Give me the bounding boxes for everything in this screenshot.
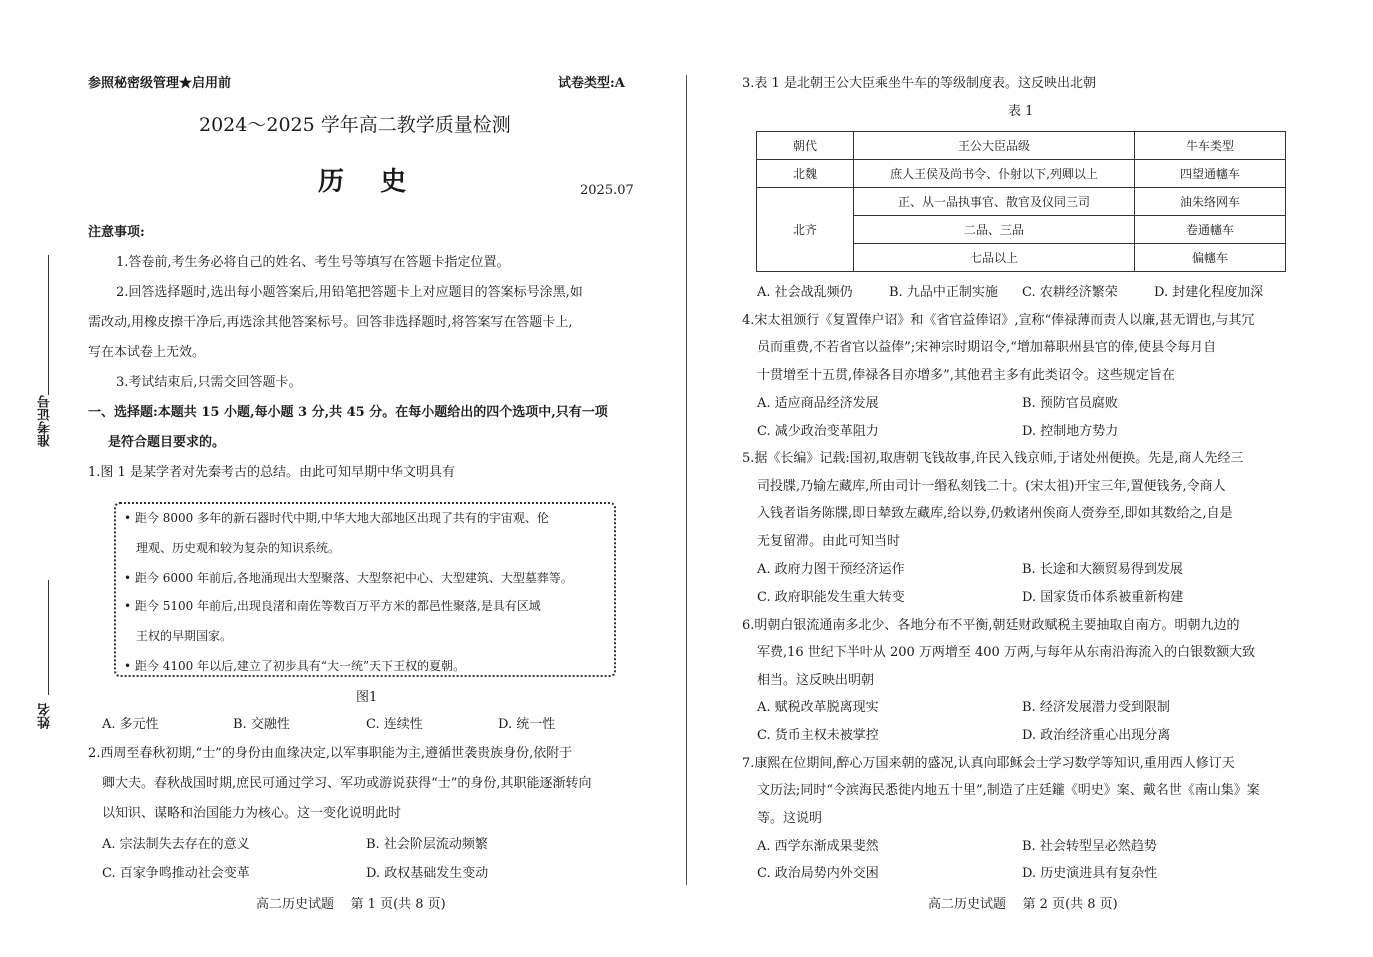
id-number-line [48, 255, 49, 395]
figure-item-text: 距今 4100 年以后,建立了初步具有“大一统”天下王权的夏朝。 [134, 659, 466, 673]
question-7-line: 等。这说明 [757, 811, 823, 826]
notice-item-2: 2.回答选择题时,选出每小题答案后,用铅笔把答题卡上对应题目的答案标号涂黑,如 [116, 285, 583, 300]
table-header-cell: 王公大臣品级 [854, 132, 1135, 160]
table-cell: 庶人王侯及尚书令、仆射以下,列卿以上 [854, 160, 1135, 188]
section-heading-cont: 是符合题目要求的。 [108, 435, 226, 450]
q5-option-c: C. 政府职能发生重大转变 [757, 590, 905, 605]
figure-item: • 距今 4100 年以后,建立了初步具有“大一统”天下王权的夏朝。 [124, 659, 466, 673]
question-6-line: 相当。这反映出明朝 [757, 673, 875, 688]
question-5-line: 无复留滞。由此可知当时 [757, 534, 901, 549]
question-2-line: 卿大夫。春秋战国时期,庶民可通过学习、军功或游说获得“士”的身份,其职能逐渐转向 [102, 776, 592, 791]
q6-option-d: D. 政治经济重心出现分离 [1022, 728, 1171, 743]
question-5-line: 5.据《长编》记载:国初,取唐朝飞钱故事,许民入钱京师,于诸处州便换。先是,商人先经三 [742, 451, 1244, 466]
figure-item-text: 王权的早期国家。 [136, 629, 233, 643]
q4-option-b: B. 预防官员腐败 [1022, 396, 1118, 411]
q3-option-c: C. 农耕经济繁荣 [1022, 285, 1118, 300]
page-divider [686, 75, 687, 885]
table-1-caption: 表 1 [1008, 104, 1034, 119]
question-7-line: 文历法;同时“令滨海民悉徙内地五十里”,制造了庄廷鑨《明史》案、戴名世《南山集》案 [757, 783, 1260, 798]
q1-option-a: A. 多元性 [102, 717, 159, 732]
notice-item-2-end: 写在本试卷上无效。 [88, 345, 206, 360]
figure-item: • 距今 6000 年前后,各地涌现出大型聚落、大型祭祀中心、大型建筑、大型墓葬等。 [124, 571, 573, 585]
table-cell: 北魏 [757, 160, 854, 188]
q2-option-b: B. 社会阶层流动频繁 [366, 837, 488, 852]
q2-option-c: C. 百家争鸣推动社会变革 [102, 866, 250, 881]
question-6-line: 军费,16 世纪下半叶从 200 万两增至 400 万两,与每年从东南沿海流入的白银数额大致 [757, 645, 1256, 660]
q6-option-c: C. 货币主权未被掌控 [757, 728, 879, 743]
figure-item: • 距今 8000 多年的新石器时代中期,中华大地大部地区出现了共有的宇宙观、伦 [124, 511, 549, 525]
subject-title: 历 史 [318, 167, 407, 197]
table-cell: 油朱络网车 [1135, 188, 1286, 216]
figure-1-box [114, 502, 616, 677]
figure-item-text: 距今 8000 多年的新石器时代中期,中华大地大部地区出现了共有的宇宙观、伦 [134, 511, 549, 525]
q4-option-a: A. 适应商品经济发展 [757, 396, 879, 411]
notice-item-3: 3.考试结束后,只需交回答题卡。 [116, 375, 302, 390]
q7-option-c: C. 政治局势内外交困 [757, 866, 879, 881]
q6-option-a: A. 赋税改革脱离现实 [757, 700, 879, 715]
name-label: 姓名 [38, 703, 53, 729]
figure-1-caption: 图1 [356, 690, 378, 705]
q1-option-b: B. 交融性 [233, 717, 290, 732]
figure-item-text: 理观、历史观和较为复杂的知识系统。 [136, 541, 341, 555]
question-1-stem: 1.图 1 是某学者对先秦考古的总结。由此可知早期中华文明具有 [88, 465, 455, 480]
table-cell: 七品以上 [854, 244, 1135, 272]
table-row [757, 188, 1286, 216]
question-6-line: 6.明朝白银流通南多北少、各地分布不平衡,朝廷财政赋税主要抽取自南方。明朝九边的 [742, 618, 1240, 633]
q3-option-d: D. 封建化程度加深 [1154, 285, 1264, 300]
table-header-cell: 牛车类型 [1135, 132, 1286, 160]
confidential-label: 参照秘密级管理★启用前 [88, 76, 232, 91]
figure-item-text: 距今 5100 年前后,出现良渚和南佐等数百万平方米的都邑性聚落,是具有区域 [134, 599, 541, 613]
question-4-line: 十贯增至十五贯,俸禄各目亦增多”,其他君主多有此类诏令。这些规定旨在 [757, 368, 1175, 383]
q1-option-d: D. 统一性 [498, 717, 556, 732]
q4-option-d: D. 控制地方势力 [1022, 424, 1119, 439]
table-1 [756, 131, 1286, 272]
exam-date: 2025.07 [580, 183, 634, 198]
paper-type-label: 试卷类型:A [558, 76, 625, 91]
q7-option-d: D. 历史演进具有复杂性 [1022, 866, 1158, 881]
figure-item-text: 距今 6000 年前后,各地涌现出大型聚落、大型祭祀中心、大型建筑、大型墓葬等。 [134, 571, 573, 585]
notice-item-1: 1.答卷前,考生务必将自己的姓名、考生号等填写在答题卡指定位置。 [116, 255, 510, 270]
question-2-line: 2.西周至春秋初期,“士”的身份由血缘决定,以军事职能为主,遵循世袭贵族身份,依附于 [88, 746, 573, 761]
notice-heading: 注意事项: [88, 225, 145, 240]
question-4-line: 4.宋太祖颁行《复置俸户诏》和《省官益俸诏》,宣称“俸禄薄而责人以廉,甚无谓也,与其冗 [742, 313, 1255, 328]
q6-option-b: B. 经济发展潜力受到限制 [1022, 700, 1170, 715]
question-4-line: 员而重费,不若省官以益俸”;宋神宗时期诏令,“增加幕职州县官的俸,使县令每月自 [757, 340, 1217, 355]
section-heading: 一、选择题:本题共 15 小题,每小题 3 分,共 45 分。在每小题给出的四个选项中,只有一项 [88, 405, 608, 420]
page-2-footer: 高二历史试题 第 2 页(共 8 页) [928, 897, 1118, 912]
table-cell: 二品、三品 [854, 216, 1135, 244]
table-cell: 四望通幰车 [1135, 160, 1286, 188]
question-5-line: 入钱者诣务陈牒,即日辇致左藏库,给以券,仍敕诸州俟商人赍券至,即如其数给之,自是 [757, 506, 1233, 521]
question-5-line: 司投牒,乃输左藏库,所由司计一缗私刻钱二十。(宋太祖)开宝三年,置便钱务,令商人 [757, 479, 1226, 494]
q5-option-d: D. 国家货币体系被重新构建 [1022, 590, 1184, 605]
question-3-stem: 3.表 1 是北朝王公大臣乘坐牛车的等级制度表。这反映出北朝 [742, 76, 1096, 91]
table-header-cell: 朝代 [757, 132, 854, 160]
id-number-label: 准考证号 [38, 395, 53, 447]
exam-title: 2024～2025 学年高二教学质量检测 [199, 114, 511, 136]
q4-option-c: C. 减少政治变革阻力 [757, 424, 879, 439]
question-7-line: 7.康熙在位期间,醉心万国来朝的盛况,认真向耶稣会士学习数学等知识,重用西人修订天 [742, 756, 1235, 771]
table-cell: 北齐 [757, 188, 854, 272]
q7-option-b: B. 社会转型呈必然趋势 [1022, 839, 1157, 854]
q5-option-b: B. 长途和大额贸易得到发展 [1022, 562, 1183, 577]
table-row [757, 160, 1286, 188]
q3-option-b: B. 九品中正制实施 [889, 285, 998, 300]
figure-item: • 距今 5100 年前后,出现良渚和南佐等数百万平方米的都邑性聚落,是具有区域 [124, 599, 541, 613]
q2-option-a: A. 宗法制失去存在的意义 [102, 837, 250, 852]
q7-option-a: A. 西学东渐成果斐然 [757, 839, 879, 854]
q2-option-d: D. 政权基础发生变动 [366, 866, 489, 881]
q3-option-a: A. 社会战乱频仍 [757, 285, 853, 300]
notice-item-2-cont: 需改动,用橡皮擦干净后,再选涂其他答案标号。回答非选择题时,将答案写在答题卡上, [88, 315, 573, 330]
name-line [48, 580, 49, 695]
q5-option-a: A. 政府力图干预经济运作 [757, 562, 905, 577]
table-cell: 偏幰车 [1135, 244, 1286, 272]
table-cell: 正、从一品执事官、散官及仪同三司 [854, 188, 1135, 216]
table-cell: 卷通幰车 [1135, 216, 1286, 244]
page-1-footer: 高二历史试题 第 1 页(共 8 页) [256, 897, 446, 912]
question-2-line: 以知识、谋略和治国能力为核心。这一变化说明此时 [102, 806, 402, 821]
q1-option-c: C. 连续性 [366, 717, 423, 732]
